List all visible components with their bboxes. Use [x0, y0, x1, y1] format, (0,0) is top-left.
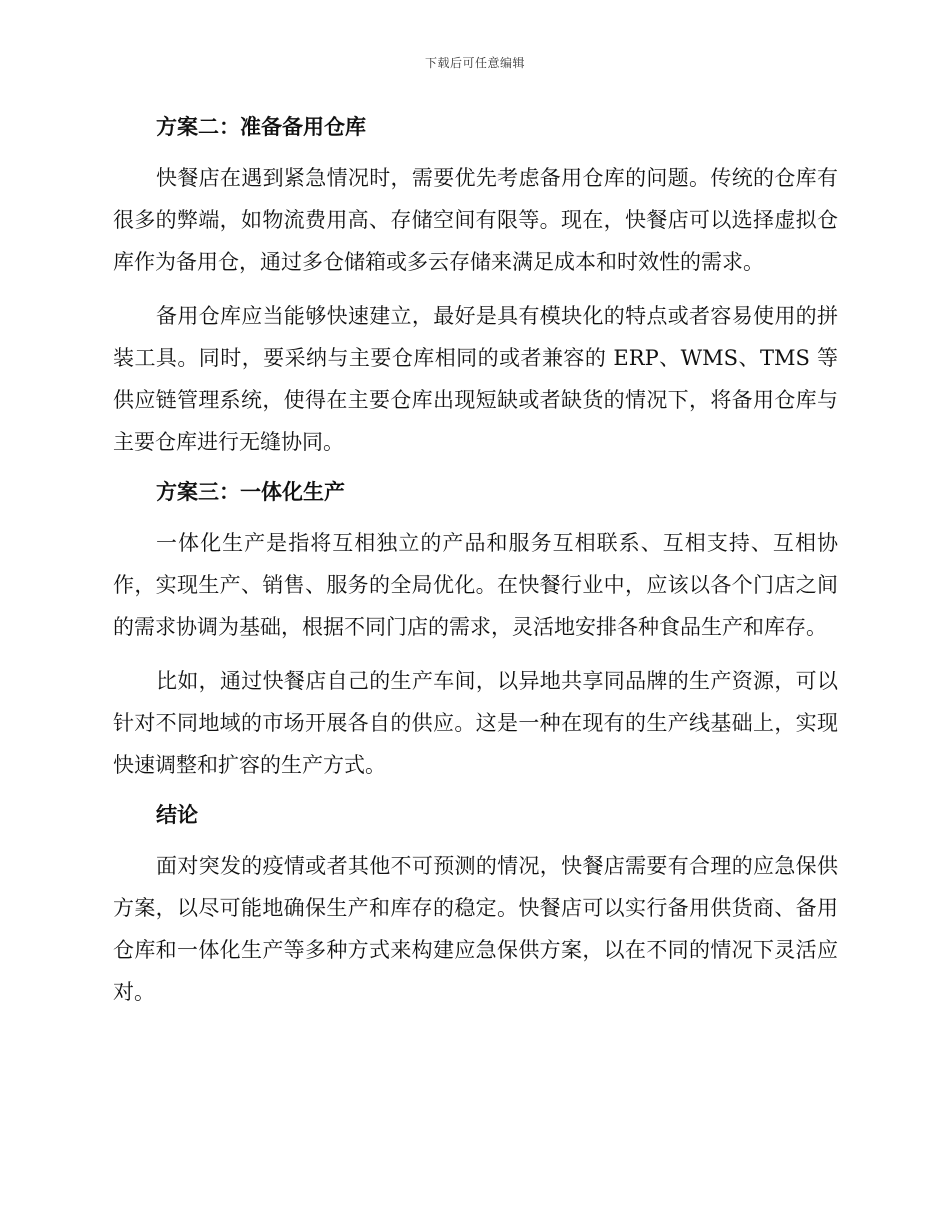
section-conclusion: [113, 798, 838, 1013]
body-paragraph: 一体化生产是指将互相独立的产品和服务互相联系、互相支持、互相协作，实现生产、销售、服务的全局优化。在快餐行业中，应该以各个门店之间的需求协调为基础，根据不同门店的需求，灵活地安排各种食品生产和库存。: [113, 531, 838, 639]
body-paragraph: 快餐店在遇到紧急情况时，需要优先考虑备用仓库的问题。传统的仓库有很多的弊端，如物流费用高、存储空间有限等。现在，快餐店可以选择虚拟仓库作为备用仓，通过多仓储箱或多云存储来满足成本和时效性的需求。: [113, 166, 838, 274]
section-heading: 方案三：一体化生产: [156, 480, 345, 504]
section-backup-warehouse: [113, 110, 838, 463]
section-integrated-production: [113, 475, 838, 786]
section-heading: 方案二：准备备用仓库: [156, 115, 366, 139]
body-paragraph: 面对突发的疫情或者其他不可预测的情况，快餐店需要有合理的应急保供方案，以尽可能地确保生产和库存的稳定。快餐店可以实行备用供货商、备用仓库和一体化生产等多种方式来构建应急保供方案，以在不同的情况下灵活应对。: [113, 854, 838, 1004]
document-body: [113, 110, 838, 1025]
body-paragraph: 备用仓库应当能够快速建立，最好是具有模块化的特点或者容易使用的拼装工具。同时，要采纳与主要仓库相同的或者兼容的 ERP、WMS、TMS 等供应链管理系统，使得在主要仓库出现短缺或者缺货的情况下，将备用仓库与主要仓库进行无缝协同。: [113, 304, 838, 454]
header-note: 下载后可任意编辑: [424, 56, 525, 70]
section-heading: 结论: [156, 803, 198, 827]
body-paragraph: 比如，通过快餐店自己的生产车间，以异地共享同品牌的生产资源，可以针对不同地域的市场开展各自的供应。这是一种在现有的生产线基础上，实现快速调整和扩容的生产方式。: [113, 669, 838, 777]
